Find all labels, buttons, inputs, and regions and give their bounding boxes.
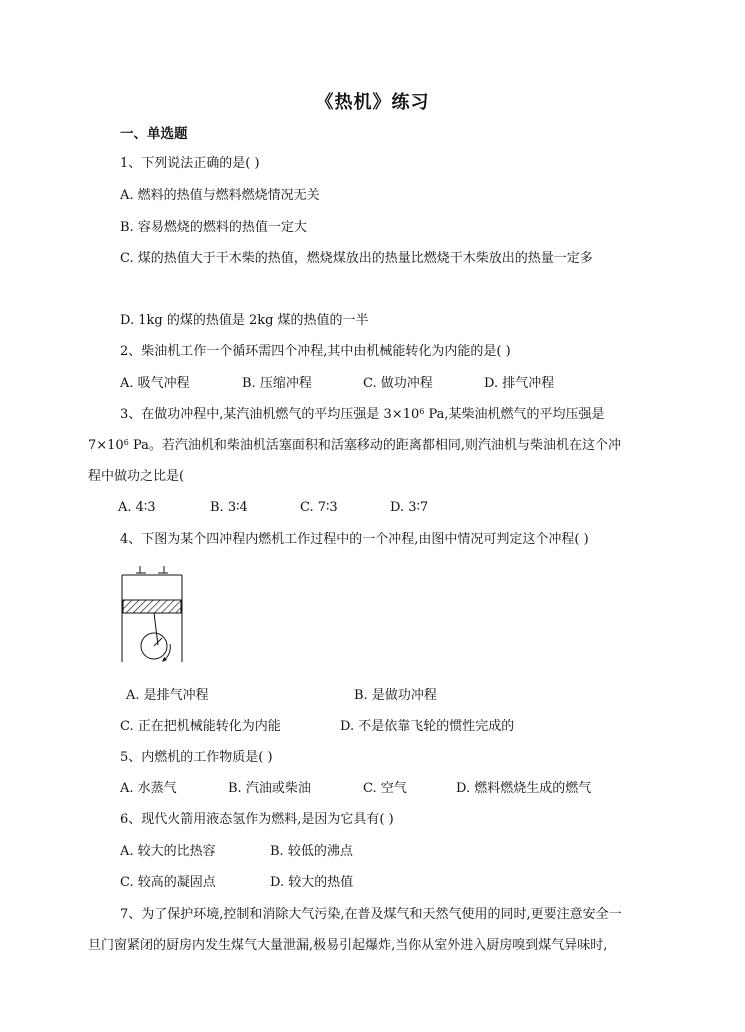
q4-option-a: A. 是排气冲程 bbox=[126, 688, 209, 703]
q5-option-d: D. 燃料燃烧生成的燃气 bbox=[456, 781, 592, 796]
q6-option-c: C. 较高的凝固点 bbox=[120, 875, 216, 890]
q5-option-a: A. 水蒸气 bbox=[120, 781, 177, 796]
q2-option-d: D. 排气冲程 bbox=[484, 376, 555, 391]
q1-option-c: C. 煤的热值大于干木柴的热值，燃烧煤放出的热量比燃烧干木柴放出的热量一定多 bbox=[120, 251, 593, 266]
q1-option-a: A. 燃料的热值与燃料燃烧情况无关 bbox=[120, 188, 320, 203]
q3-option-b: B. 3∶4 bbox=[210, 500, 248, 515]
q4-option-c: C. 正在把机械能转化为内能 bbox=[120, 719, 281, 734]
q4-option-d: D. 不是依靠飞轮的惯性完成的 bbox=[340, 719, 515, 734]
q3-option-a: A. 4∶3 bbox=[118, 500, 156, 515]
q3-option-c: C. 7∶3 bbox=[300, 500, 338, 515]
q1-option-d: D. 1kg 的煤的热值是 2kg 煤的热值的一半 bbox=[120, 313, 369, 328]
q4-stem: 4、下图为某个四冲程内燃机工作过程中的一个冲程,由图中情况可判定这个冲程( ) bbox=[120, 532, 589, 547]
q7-line1: 7、为了保护环境,控制和消除大气污染,在普及煤气和天然气使用的同时,更要注意安全一 bbox=[120, 907, 622, 922]
q3-line1: 3、在做功冲程中,某汽油机燃气的平均压强是 $3\times 10^6$ Pa,某柴油机燃气的平均压强是 bbox=[120, 407, 605, 422]
q2-option-b: B. 压缩冲程 bbox=[242, 376, 312, 391]
q4-option-b: B. 是做功冲程 bbox=[354, 688, 437, 703]
q5-option-b: B. 汽油或柴油 bbox=[228, 781, 311, 796]
q3-line2: $7\times 10^6$ Pa。若汽油机和柴油机活塞面积和活塞移动的距离都相同,则汽油机与柴油机在这个冲 bbox=[88, 438, 621, 453]
q2-stem: 2、柴油机工作一个循环需四个冲程,其中由机械能转化为内能的是( ) bbox=[120, 344, 511, 359]
q1-option-b: B. 容易燃烧的燃料的热值一定大 bbox=[120, 220, 307, 235]
exhaust-valve bbox=[158, 566, 168, 573]
q1-stem: 1、下列说法正确的是( ) bbox=[120, 156, 260, 171]
q6-option-b: B. 较低的沸点 bbox=[270, 844, 353, 859]
section-heading: 一、单选题 bbox=[120, 126, 188, 142]
q5-stem: 5、内燃机的工作物质是( ) bbox=[120, 750, 273, 765]
connecting-rod bbox=[154, 613, 158, 645]
q3-option-d: D. 3∶7 bbox=[390, 500, 429, 515]
q7-line2: 旦门窗紧闭的厨房内发生煤气大量泄漏,极易引起爆炸,当你从室外进入厨房嗅到煤气异味时, bbox=[88, 938, 608, 953]
q6-option-d: D. 较大的热值 bbox=[270, 875, 354, 890]
q2-option-c: C. 做功冲程 bbox=[363, 376, 433, 391]
q3-line3: 程中做功之比是( bbox=[88, 469, 185, 484]
q6-stem: 6、现代火箭用液态氢作为燃料,是因为它具有( ) bbox=[120, 812, 394, 827]
piston bbox=[123, 600, 181, 613]
q2-option-a: A. 吸气冲程 bbox=[120, 376, 190, 391]
q6-option-a: A. 较大的比热容 bbox=[120, 844, 216, 859]
page-title: 《热机》练习 bbox=[315, 92, 430, 113]
q5-option-c: C. 空气 bbox=[363, 781, 407, 796]
intake-valve bbox=[136, 566, 146, 573]
engine-cylinder-diagram bbox=[116, 566, 188, 674]
